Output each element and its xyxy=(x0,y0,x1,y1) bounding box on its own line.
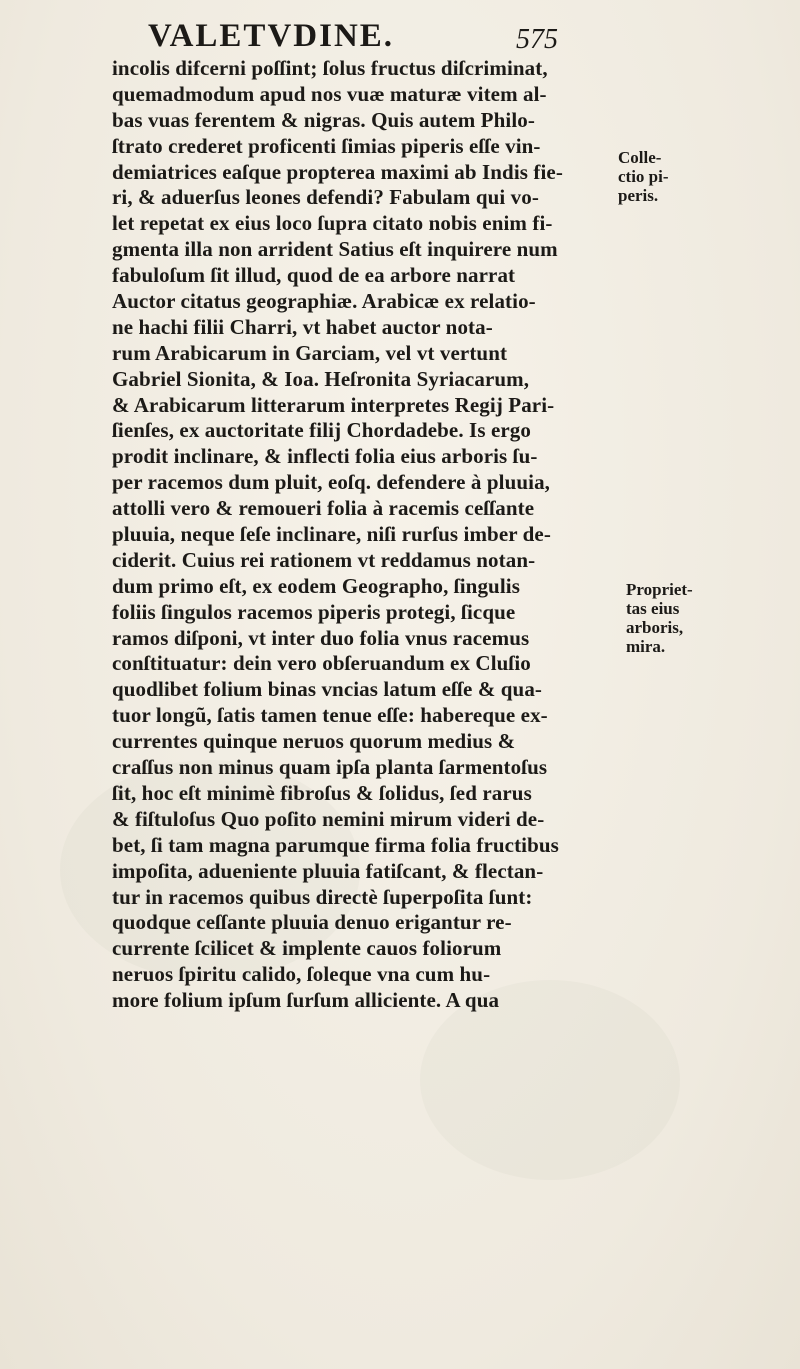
text-line: Gabriel Sionita, & Ioa. Heſronita Syriacarum, xyxy=(112,366,530,391)
text-line: ſtrato crederet proficenti ſimias piperis eſſe vin- xyxy=(112,133,541,158)
page-number: 575 xyxy=(516,24,558,55)
text-line: ciderit. Cuius rei rationem vt reddamus notan- xyxy=(112,547,536,572)
text-line: impoſita, adueniente pluuia fatiſcant, & flectan- xyxy=(112,858,544,883)
text-line: foliis ſingulos racemos piperis protegi, ſicque xyxy=(112,599,516,624)
text-line: neruos ſpiritu calido, ſoleque vna cum hu- xyxy=(112,962,491,987)
text-line: ne hachi filii Charri, vt habet auctor nota- xyxy=(112,314,493,339)
page-header xyxy=(0,14,800,54)
running-head: VALETVDINE. xyxy=(148,18,395,54)
text-line: prodit inclinare, & inflecti folia eius arboris ſu- xyxy=(112,444,538,469)
text-line: ſit, hoc eſt minimè fibroſus & ſolidus, ſed rarus xyxy=(112,780,532,805)
margin-note-line: peris. xyxy=(618,186,659,205)
text-line: fabuloſum ſit illud, quod de ea arbore narrat xyxy=(112,263,516,288)
margin-note-line: arboris, xyxy=(626,618,684,637)
text-line: demiatrices eaſque propterea maximi ab Indis fie- xyxy=(112,159,563,184)
text-line: per racemos dum pluit, eoſq. defendere à pluuia, xyxy=(112,470,551,495)
text-line: quodque ceſſante pluuia denuo erigantur re- xyxy=(112,910,512,935)
text-line: quodlibet folium binas vncias latum eſſe & qua- xyxy=(112,677,543,702)
margin-note-line: tas eius xyxy=(626,599,680,618)
margin-note-collectio xyxy=(618,148,678,205)
text-line: ri, & aduerſus leones defendi? Fabulam qui vo- xyxy=(112,185,539,210)
text-line: quemadmodum apud nos vuæ maturæ vitem al- xyxy=(112,81,547,106)
margin-note-line: Propriet- xyxy=(626,580,693,599)
text-line: craſſus non minus quam ipſa planta ſarmentoſus xyxy=(112,755,548,780)
text-line: pluuia, neque ſeſe inclinare, niſi rurſus imber de- xyxy=(112,522,551,547)
text-line: ſienſes, ex auctoritate filij Chordadebe. Is ergo xyxy=(112,418,531,443)
text-line: gmenta illa non arrident Satius eſt inquirere num xyxy=(112,237,558,262)
text-line: incolis difcerni poſſint; ſolus fructus diſcriminat, xyxy=(112,56,548,80)
text-line: conſtituatur: dein vero obſeruandum ex Cluſio xyxy=(112,651,531,676)
margin-note-line: mira. xyxy=(626,637,666,656)
margin-note-proprietas xyxy=(626,580,706,656)
text-line: bet, ſi tam magna parumque firma folia fructibus xyxy=(112,832,559,857)
text-line: tur in racemos quibus directè ſuperpoſita ſunt: xyxy=(112,884,533,909)
text-line: currentes quinque neruos quorum medius & xyxy=(112,729,516,754)
margin-note-line: Colle- xyxy=(618,148,662,167)
text-line: rum Arabicarum in Garciam, vel vt vertunt xyxy=(112,340,508,365)
text-line: tuor longũ, ſatis tamen tenue eſſe: habereque ex- xyxy=(112,703,548,728)
text-line: ramos diſponi, vt inter duo folia vnus racemus xyxy=(112,625,530,650)
text-line: currente ſcilicet & implente cauos foliorum xyxy=(112,936,502,961)
body-text xyxy=(112,56,600,1014)
text-line: & fiſtuloſus Quo poſito nemini mirum videri de- xyxy=(112,806,545,831)
text-line: Auctor citatus geographiæ. Arabicæ ex relatio- xyxy=(112,289,536,314)
margin-note-line: ctio pi- xyxy=(618,167,669,186)
text-line: & Arabicarum litterarum interpretes Regij Pari- xyxy=(112,392,555,417)
text-line: more folium ipſum ſurſum alliciente. A qua xyxy=(112,988,500,1013)
text-line: bas vuas ferentem & nigras. Quis autem Philo- xyxy=(112,107,535,132)
text-line: attolli vero & remoueri folia à racemis ceſſante xyxy=(112,496,535,521)
text-line: dum primo eſt, ex eodem Geographo, ſingulis xyxy=(112,573,520,598)
text-line: let repetat ex eius loco ſupra citato nobis enim fi- xyxy=(112,211,553,236)
